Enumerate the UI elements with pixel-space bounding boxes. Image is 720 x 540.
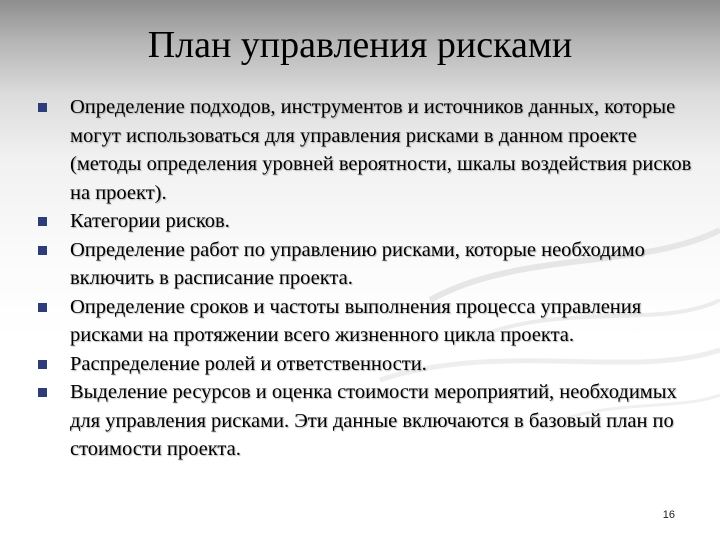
bullet-text: Определение работ по управлению рисками, которые необходимо включить в расписание проекта. [70,238,645,289]
bullet-item [38,378,698,464]
bullet-item [38,293,698,350]
square-bullet-icon [38,103,47,112]
bullet-item [38,93,698,207]
square-bullet-icon [38,360,47,369]
slide-title: План управления рисками [147,24,573,66]
bullet-text: Определение сроков и частоты выполнения процесса управления рисками на протяжении всего жизненного цикла проекта. [70,295,642,346]
page-number: 16 [662,509,675,521]
bullet-text: Определение подходов, инструментов и источников данных, которые могут использоваться для управления рисками в данном проекте (методы определения уровней вероятности, шкалы воздействия рисков на проект). [70,96,692,204]
square-bullet-icon [38,303,47,312]
bullet-item [38,350,698,379]
square-bullet-icon [38,246,47,255]
bullet-item [38,236,698,293]
bullet-list [38,93,698,464]
square-bullet-icon [38,217,47,226]
square-bullet-icon [38,388,47,397]
bullet-text: Выделение ресурсов и оценка стоимости мероприятий, необходимых для управления рисками. Эти данные включаются в базовый план по стоимости проекта. [70,381,677,460]
bullet-text: Распределение ролей и ответственности. [70,352,427,375]
bullet-text: Категории рисков. [70,210,230,232]
bullet-item [38,207,698,236]
